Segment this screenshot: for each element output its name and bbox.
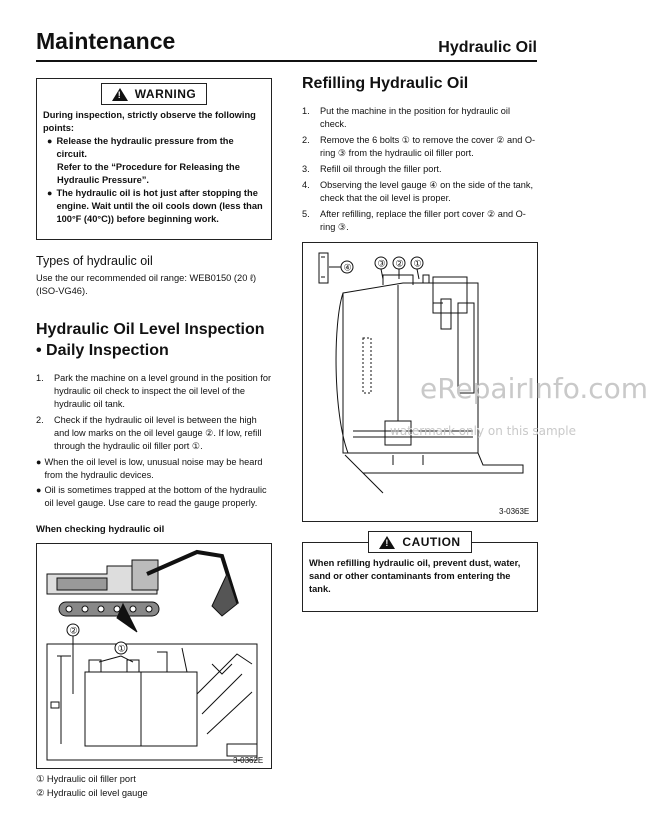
warning-refer: Refer to the “Procedure for Releasing the Hydraulic Pressure”. [57, 162, 240, 185]
warning-label: WARNING [134, 87, 197, 101]
list-item: 2. Check if the hydraulic oil level is between the high and low marks on the oil level gauge ②. If low, refill through the hydraulic oil filler port ①. [36, 415, 262, 451]
bullet-icon: ● [47, 136, 53, 146]
watermark: eRepairInfo.com [420, 372, 648, 405]
left-column [36, 78, 272, 800]
callout-1: ① [413, 258, 422, 269]
list-item: 5. After refilling, replace the filler port cover ② and O-ring ③. [302, 209, 526, 232]
figure-code: 3-0362E [233, 756, 264, 765]
excavator-figure [36, 543, 272, 769]
types-text: Use the our recommended oil range: WEB0150 (20 ℓ) (ISO-VG46). [36, 273, 257, 296]
level-steps [36, 372, 272, 453]
page-title: Maintenance [36, 28, 176, 54]
list-item: 4. Observing the level gauge ④ on the side of the tank, check that the oil level is proper. [302, 180, 534, 203]
list-item: 1. Park the machine on a level ground in the position for hydraulic oil check to inspect the oil level of the hydraulic oil tank. [36, 373, 272, 409]
figure-code: 3-0363E [499, 507, 530, 516]
header-rule [36, 60, 537, 62]
legend-item: ① Hydraulic oil filler port [36, 774, 136, 784]
watermark-sub: watermark only on this sample [390, 424, 577, 438]
warning-badge [101, 83, 208, 105]
caution-badge [368, 531, 471, 553]
refill-steps [302, 105, 538, 234]
warning-item: Release the hydraulic pressure from the circuit. [56, 136, 234, 159]
callout-1: ① [117, 643, 126, 654]
level-subheading: • Daily Inspection [36, 342, 169, 359]
callout-2: ② [395, 258, 404, 269]
callout-3: ③ [377, 258, 386, 269]
callout-2: ② [69, 625, 78, 636]
list-item: 2. Remove the 6 bolts ① to remove the cover ② and O-ring ③ from the hydraulic oil filler port. [302, 135, 536, 158]
level-note: ● When the oil level is low, unusual noise may be heard from the hydraulic devices. [36, 457, 263, 480]
right-column [302, 74, 538, 612]
list-item: 1. Put the machine in the position for hydraulic oil check. [302, 106, 510, 129]
level-note: ● Oil is sometimes trapped at the bottom of the hydraulic oil level gauge. Use care to read the gauge properly. [36, 485, 267, 508]
caution-box [302, 535, 538, 612]
caution-label: CAUTION [402, 535, 461, 549]
figure-caption: When checking hydraulic oil [36, 524, 165, 535]
warning-box [36, 78, 272, 240]
caution-triangle-icon [379, 536, 395, 549]
refill-heading: Refilling Hydraulic Oil [302, 75, 469, 92]
callout-4: ④ [343, 262, 352, 273]
list-item: 3. Refill oil through the filler port. [302, 164, 442, 174]
bullet-icon: ● [47, 188, 53, 198]
level-heading: Hydraulic Oil Level Inspection [36, 321, 265, 338]
warning-triangle-icon [112, 88, 128, 101]
caution-text: When refilling hydraulic oil, prevent dust, water, sand or other contaminants from entering the tank. [309, 558, 521, 594]
excavator-illustration [37, 544, 271, 768]
warning-intro: During inspection, strictly observe the following points: [43, 110, 256, 133]
figure-legend [36, 772, 272, 800]
section-title: Hydraulic Oil [438, 39, 537, 56]
legend-item: ② Hydraulic oil level gauge [36, 788, 148, 798]
types-heading: Types of hydraulic oil [36, 254, 153, 268]
warning-item: The hydraulic oil is hot just after stopping the engine. Wait until the oil cools down (less than 100°F (40°C)) before beginning work. [56, 188, 263, 224]
